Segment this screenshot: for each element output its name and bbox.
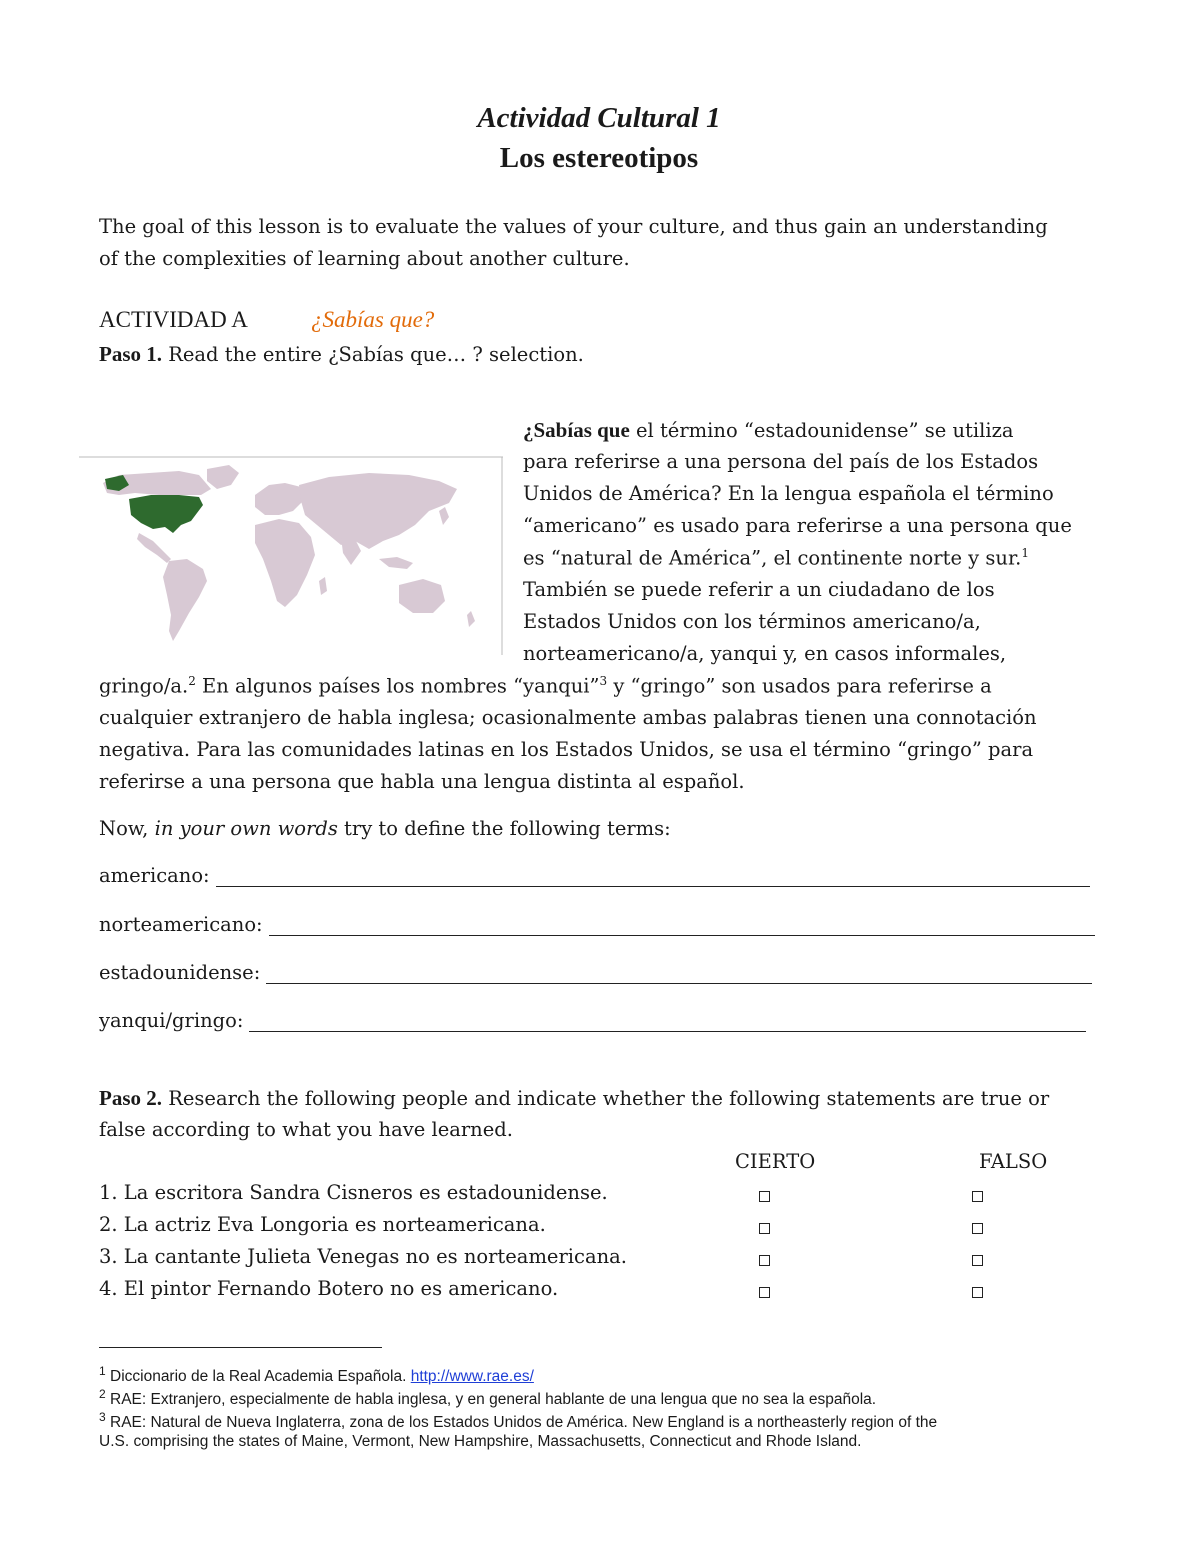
sabias-que-bold: ¿Sabías que [523,418,630,442]
now-instruction [99,817,671,840]
statement-row: 4. El pintor Fernando Botero no es americano. [99,1277,559,1300]
sabias-side-line [523,546,1029,570]
paso2-text: Research the following people and indicate whether the following statements are true or [162,1087,1050,1110]
americano-answer-line[interactable] [216,864,1090,887]
footnote-ref-1: 1 [1021,546,1029,560]
sabias-full-line: cualquier extranjero de habla inglesa; ocasionalmente ambas palabras tienen una connotación [99,706,1037,729]
sabias-side-line: para referirse a una persona del país de los Estados [523,450,1039,473]
sabias-full-line [99,674,992,698]
footnote-3-continued: U.S. comprising the states of Maine, Vermont, New Hampshire, Massachusetts, Connecticut and Rhode Island. [99,1433,862,1450]
sabias-side-line: También se puede referir a un ciudadano de los [523,578,995,601]
footnote-1 [99,1364,534,1386]
actividad-a-heading: ¿Sabías que? [311,307,435,332]
footnote-number: 1 [99,1364,106,1378]
sabias-side-line: norteamericano/a, yanqui y, en casos informales, [523,642,1007,665]
paso1-instruction [99,338,584,371]
cierto-checkbox[interactable] [759,1287,770,1298]
statement-row: 2. La actriz Eva Longoria es norteamericana. [99,1213,546,1236]
definition-row [99,961,1092,984]
paso2-instruction-line: false according to what you have learned. [99,1118,513,1141]
actividad-a-label: ACTIVIDAD A [99,307,248,332]
definition-label: norteamericano: [99,913,263,936]
sabias-que-line [523,418,1014,443]
falso-checkbox[interactable] [972,1223,983,1234]
document-page [99,0,1099,1553]
cierto-checkbox[interactable] [759,1223,770,1234]
falso-column-header: FALSO [979,1150,1048,1173]
footnote-text: RAE: Natural de Nueva Inglaterra, zona de los Estados Unidos de América. New England is a northeasterly region of the [105,1414,938,1432]
definition-label: americano: [99,864,210,887]
norteamericano-answer-line[interactable] [269,913,1095,936]
cierto-checkbox[interactable] [759,1255,770,1266]
definition-label: estadounidense: [99,961,261,984]
sabias-que-text: el término “estadounidense” se utiliza [629,419,1014,442]
definition-row [99,913,1095,936]
now-italic: in your own words [154,817,338,840]
usa-highlight-shape [129,495,203,533]
cierto-checkbox[interactable] [759,1191,770,1202]
estadounidense-answer-line[interactable] [266,961,1092,984]
statement-row: 1. La escritora Sandra Cisneros es estadounidense. [99,1181,608,1204]
sabias-side-line: Estados Unidos con los términos americano/a, [523,610,981,633]
falso-checkbox[interactable] [972,1287,983,1298]
sabias-side-text: es “natural de América”, el continente norte y sur. [523,546,1022,570]
rae-link[interactable]: http://www.rae.es/ [410,1368,534,1386]
intro-paragraph [99,211,1099,275]
gringo-text: En algunos países los nombres “yanqui” [195,674,600,698]
footnote-3 [99,1410,937,1432]
footnote-number: 3 [99,1410,106,1424]
definition-label: yanqui/gringo: [99,1009,244,1032]
footnote-ref-2: 2 [188,674,196,688]
sabias-full-line: negativa. Para las comunidades latinas en los Estados Unidos, se usa el término “gringo” para [99,738,1034,761]
intro-line: The goal of this lesson is to evaluate the values of your culture, and thus gain an understanding [99,215,1048,238]
cierto-column-header: CIERTO [735,1150,816,1173]
footnote-number: 2 [99,1387,106,1401]
falso-checkbox[interactable] [972,1255,983,1266]
paso1-label: Paso 1. [99,342,162,366]
gringo-text: gringo/a. [99,674,189,698]
sabias-side-line: Unidos de América? En la lengua española el término [523,482,1054,505]
footnote-text: RAE: Extranjero, especialmente de habla inglesa, y en general hablante de una lengua que no sea la española. [105,1391,877,1409]
yanqui-gringo-answer-line[interactable] [249,1009,1086,1032]
now-text: Now, [99,817,155,840]
world-map-image [79,455,503,655]
paso1-text: Read the entire ¿Sabías que… ? selection. [162,343,584,366]
falso-checkbox[interactable] [972,1191,983,1202]
gringo-text: y “gringo” son usados para referirse a [607,674,992,698]
sabias-full-line: referirse a una persona que habla una lengua distinta al español. [99,770,745,793]
document-subtitle: Los estereotipos [499,142,699,174]
sabias-side-line: “americano” es usado para referirse a una persona que [523,514,1072,537]
footnote-ref-3: 3 [599,674,608,688]
document-title: Actividad Cultural 1 [477,102,721,134]
paso2-instruction [99,1086,1049,1111]
footnote-2 [99,1387,876,1409]
footnote-text: Diccionario de la Real Academia Española. [105,1368,411,1386]
intro-line: of the complexities of learning about another culture. [99,247,630,270]
world-landmass-shapes [103,465,475,641]
definition-row [99,864,1090,887]
now-text: try to define the following terms: [337,817,671,840]
paso2-label: Paso 2. [99,1086,162,1110]
definition-row [99,1009,1086,1032]
footnote-separator [99,1347,382,1348]
statement-row: 3. La cantante Julieta Venegas no es norteamericana. [99,1245,627,1268]
